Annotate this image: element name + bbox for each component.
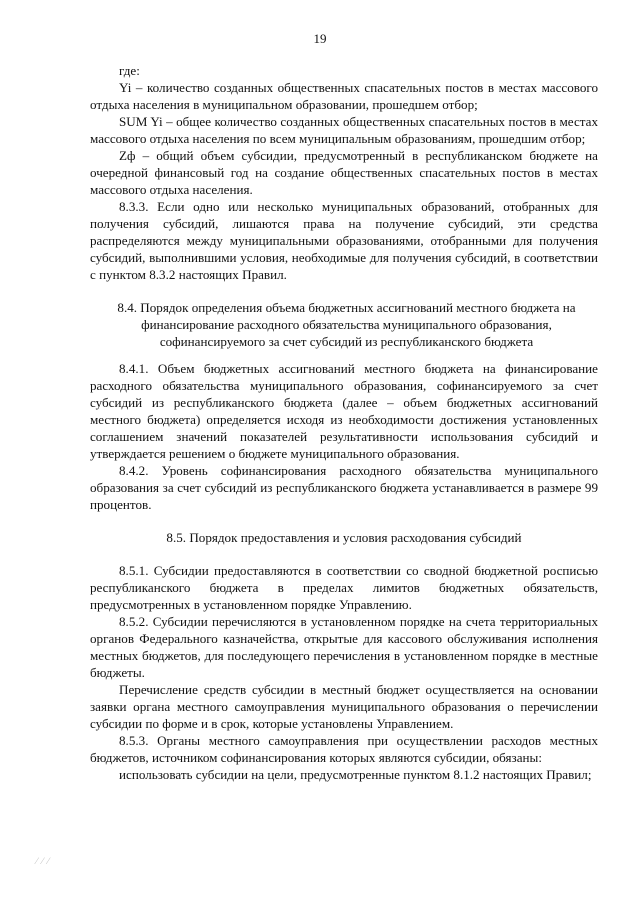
paragraph-8-5-1: 8.5.1. Субсидии предоставляются в соответствии со сводной бюджетной росписью республиканского бюджета в пределах лимитов бюджетных обязательств, предусмотренных в установленном порядке Управлению. (90, 563, 598, 612)
paragraph-8-3-3: 8.3.3. Если одно или несколько муниципальных образований, отобранных для получения субсидий, лишаются права на получение субсидий, эти средства распределяются между муниципальными образованиями, отобранными для получения субсидий, выполнившими условия, необходимые для получения субсидий, в соответствии с пунктом 8.3.2 настоящих Правил. (90, 199, 598, 282)
paragraph-8-4-1: 8.4.1. Объем бюджетных ассигнований местного бюджета на финансирование расходного обязательства муниципального образования, софинансируемого за счет субсидий из республиканского бюджета (далее – объем бюджетных ассигнований местного бюджета) определяется исходя из необходимости достижения установленных соглашением значений показателей результативности использования субсидий и утверждается решением о бюджете муниципального образования. (90, 361, 598, 461)
scan-artifact-mark: ⁄ ⁄ ⁄ (36, 856, 51, 866)
page-number: 19 (313, 31, 327, 46)
paragraph-yi-definition: Yi – количество созданных общественных спасательных постов в местах массового отдыха населения в муниципальном образовании, прошедшем отбор; (90, 80, 598, 112)
document-body (90, 62, 598, 783)
section-heading-8-5: 8.5. Порядок предоставления и условия расходования субсидий (166, 530, 522, 545)
paragraph-8-5-3: 8.5.3. Органы местного самоуправления при осуществлении расходов местных бюджетов, источником софинансирования которых являются субсидии, обязаны: (90, 733, 598, 765)
paragraph-8-5-2: 8.5.2. Субсидии перечисляются в установленном порядке на счета территориальных органов Федерального казначейства, открытые для кассового обслуживания исполнения местных бюджетов, для последующего перечисления в установленном порядке в местные бюджеты. (90, 614, 598, 680)
section-heading-8-4: 8.4. Порядок определения объема бюджетных ассигнований местного бюджета на финансирование расходного обязательства муниципального образования, софинансируемого за счет субсидий из республиканского бюджета (117, 300, 576, 349)
paragraph-where: где: (119, 63, 140, 78)
paragraph-8-4-2: 8.4.2. Уровень софинансирования расходного обязательства муниципального образования за счет субсидий из республиканского бюджета устанавливается в размере 99 процентов. (90, 463, 598, 512)
paragraph-sum-yi-definition: SUM Yi – общее количество созданных общественных спасательных постов в местах массового отдыха населения по всем муниципальным образованиям, прошедшим отбор; (90, 114, 598, 146)
paragraph-transfer: Перечисление средств субсидии в местный бюджет осуществляется на основании заявки органа местного самоуправления муниципального образования о перечислении субсидии по форме и в срок, которые установлены Управлением. (90, 682, 598, 731)
paragraph-use-subsidies: использовать субсидии на цели, предусмотренные пунктом 8.1.2 настоящих Правил; (119, 767, 592, 782)
paragraph-zf-definition: Zф – общий объем субсидии, предусмотренный в республиканском бюджете на очередной финансовый год на создание общественных спасательных постов в местах массового отдыха населения. (90, 148, 598, 197)
